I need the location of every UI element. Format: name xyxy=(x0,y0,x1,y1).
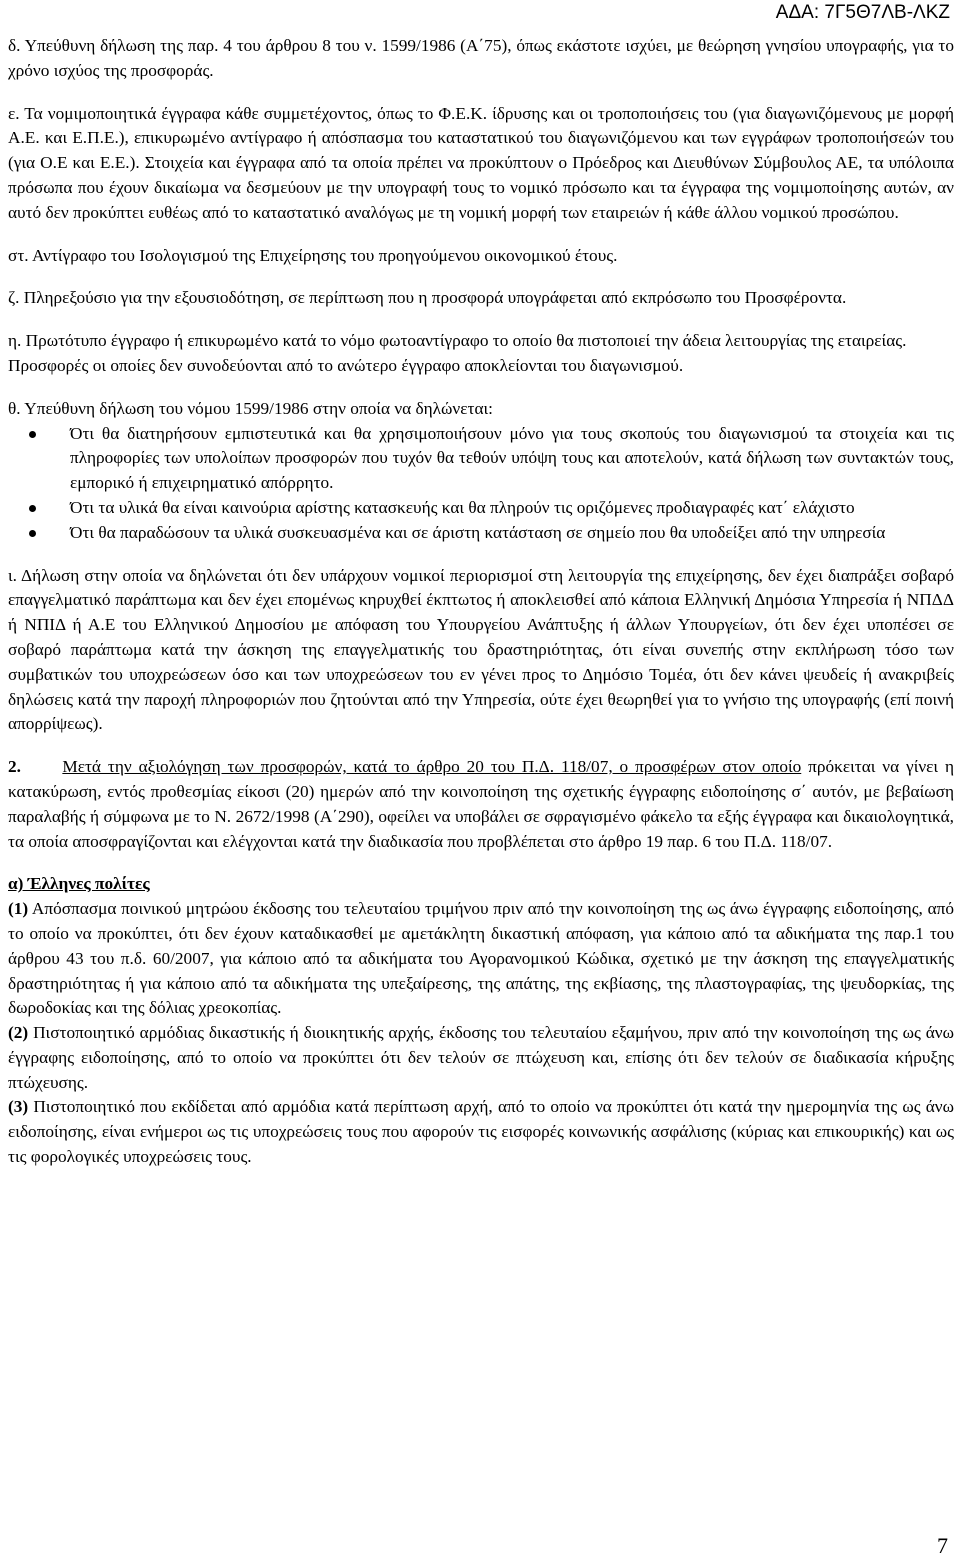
paragraph-e: ε. Τα νομιμοποιητικά έγγραφα κάθε συμμετέχοντος, όπως το Φ.Ε.Κ. ίδρυσης και οι τροποποιήσεις του (για διαγωνιζόμενους με μορφή Α.Ε. και Ε.Π.Ε.), επικυρωμένο αντίγραφο ή απόσπασμα του καταστατικού του διαγωνιζόμενου και των εγγράφων τροποποιήσεών του (για Ο.Ε και Ε.Ε.). Στοιχεία και έγγραφα από τα οποία πρέπει να προκύπτουν ο Πρόεδρος και Διευθύνων Σύμβουλος ΑΕ, τα υπόλοιπα πρόσωπα που έχουν δικαίωμα να δεσμεύουν με την υπογραφή τους το νομικό πρόσωπο και τα έγγραφα της νομιμοποίησης αυτών, αν αυτό δεν προκύπτει ευθέως από το καταστατικό αναλόγως με τη νομική μορφή των εταιρειών ή κάθε άλλου νομικού προσώπου. xyxy=(8,103,954,222)
item-1-text: Απόσπασμα ποινικού μητρώου έκδοσης του τελευταίου τριμήνου πριν από την κοινοποίηση της ως άνω έγγραφης ειδοποίησης, από το οποίο να προκύπτει, ότι δεν έχουν καταδικασθεί με αμετάκλητη δικαστική απόφαση, για κάποιο από τα αδικήματα της παρ.1 του άρθρου 43 του π.δ. 60/2007, για κάποιο από τα αδικήματα του Αγορανομικού Κώδικα, σχετικό με την άσκηση της επαγγελματικής δραστηριότητας ή για κάποιο από τα αδικήματα της υπεξαίρεσης, της απάτης, της εκβίασης, της πλαστογραφίας, της ψευδορκίας, της δωροδοκίας και της δόλιας χρεοκοπίας. xyxy=(8,899,954,1018)
bullet-icon xyxy=(29,530,36,537)
section-2-text: πρόκειται να γίνει η κατακύρωση, εντός προθεσμίας είκοσι (20) ημερών από την κοινοποίηση της σχετικής έγγραφης ειδοποίησης σ΄ αυτόν, με βεβαίωση παραλαβής ή σύμφωνα με το Ν. 2672/1998 (Α΄290), οφείλει να υποβάλει σε σφραγισμένο φάκελο τα εξής έγγραφα και δικαιολογητικά, τα οποία αποσφραγίζονται και ελέγχονται κατά την διαδικασία που προβλέπεται στο άρθρο 19 παρ. 6 του Π.Δ. 118/07. xyxy=(8,757,954,851)
section-2 xyxy=(8,755,954,854)
item-1-number: (1) xyxy=(8,899,29,919)
paragraph-h-note: Προσφορές οι οποίες δεν συνοδεύονται από το ανώτερο έγγραφο αποκλείονται του διαγωνισμού. xyxy=(8,355,684,375)
list-item xyxy=(8,422,954,496)
subsection-a-heading xyxy=(8,872,954,897)
bullet-icon xyxy=(29,505,36,512)
item-2 xyxy=(8,1021,954,1095)
document-code: ΑΔΑ: 7Γ5Θ7ΛΒ-ΛΚΖ xyxy=(775,2,950,23)
item-2-number: (2) xyxy=(8,1023,29,1043)
paragraph-st: στ. Αντίγραφο του Ισολογισμού της Επιχείρησης του προηγούμενου οικονομικού έτους. xyxy=(8,245,618,265)
list-item xyxy=(8,496,954,521)
bullet-list xyxy=(8,422,954,546)
paragraph-th: θ. Υπεύθυνη δήλωση του νόμου 1599/1986 στην οποία να δηλώνεται: xyxy=(8,398,493,418)
list-item-text: Ότι τα υλικά θα είναι καινούρια αρίστης κατασκευής και θα πληρούν τις οριζόμενες προδιαγραφές κατ΄ ελάχιστο xyxy=(70,497,855,517)
item-1 xyxy=(8,897,954,1021)
page-number: 7 xyxy=(937,1533,948,1558)
list-item-text: Ότι θα παραδώσουν τα υλικά συσκευασμένα και σε άριστη κατάσταση σε σημείο που θα υποδείξει από την υπηρεσία xyxy=(70,522,886,542)
item-3-number: (3) xyxy=(8,1097,29,1117)
paragraph-d: δ. Υπεύθυνη δήλωση της παρ. 4 του άρθρου 8 του ν. 1599/1986 (Α΄75), όπως εκάστοτε ισχύει, με θεώρηση γνησίου υπογραφής, για το χρόνο ισχύος της προσφοράς. xyxy=(8,36,954,80)
item-3-text: Πιστοποιητικό που εκδίδεται από αρμόδια κατά περίπτωση αρχή, από το οποίο να προκύπτει ότι κατά την ημερομηνία της ως άνω ειδοποίησης, είναι ενήμεροι ως τις υποχρεώσεις τους που αφορούν τις εισφορές κοινωνικής ασφάλισης (κύριας και επικουρικής) και ως τις φορολογικές υποχρεώσεις τους. xyxy=(8,1097,954,1167)
list-item-text: Ότι θα διατηρήσουν εμπιστευτικά και θα χρησιμοποιήσουν μόνο για τους σκοπούς του διαγωνισμού τα στοιχεία και τις πληροφορίες των υπολοίπων προσφορών που τυχόν θα τεθούν υπόψη τους και αποτελούν, κατά δήλωση των συντακτών τους, εμπορικό ή επιχειρηματικό απόρρητο. xyxy=(70,423,954,493)
bullet-icon xyxy=(29,431,36,438)
paragraph-z: ζ. Πληρεξούσιο για την εξουσιοδότηση, σε περίπτωση που η προσφορά υπογράφεται από εκπρόσωπο του Προσφέροντα. xyxy=(8,288,847,308)
section-2-number: 2. xyxy=(8,757,21,777)
paragraph-i: ι. Δήλωση στην οποία να δηλώνεται ότι δεν υπάρχουν νομικοί περιορισμοί στη λειτουργία της επιχείρησης, δεν έχει διαπράξει σοβαρό επαγγελματικό παράπτωμα και δεν έχει επομένως κηρυχθεί έκπτωτος ή αποκλεισθεί από κάποια Ελληνική Δημόσια Υπηρεσία ή ΝΠΔΔ ή ΝΠΙΔ ή Α.Ε του Ελληνικού Δημοσίου με απόφαση του Υπουργείου Ανάπτυξης ή άλλων Υπουργείων, ότι δεν έχει υποπέσει σε σοβαρό παράπτωμα κατά την άσκηση της επαγγελματικής του δραστηριότητας, ότι είναι συνεπής στην εκπλήρωση τόσο των συμβατικών του υποχρεώσεων όσο και των υποχρεώσεων του εν γένει προς το Δημόσιο Τομέα, ότι δεν κάνει ψευδείς ή ανακριβείς δηλώσεις κατά την παροχή πληροφοριών που ζητούνται από την Υπηρεσία, ούτε έχει θεωρηθεί για το γνήσιο της υπογραφής (επί ποινή απορρίψεως). xyxy=(8,565,954,734)
section-2-underlined-text: Μετά την αξιολόγηση των προσφορών, κατά το άρθρο 20 του Π.Δ. 118/07, ο προσφέρων στον οποίο xyxy=(62,757,802,777)
subsection-a-title: α) Έλληνες πολίτες xyxy=(8,874,150,894)
item-3 xyxy=(8,1095,954,1169)
document-body xyxy=(8,34,954,1170)
list-item xyxy=(8,521,954,546)
paragraph-h: η. Πρωτότυπο έγγραφο ή επικυρωμένο κατά το νόμο φωτοαντίγραφο το οποίο θα πιστοποιεί την άδεια λειτουργίας της εταιρείας. xyxy=(8,331,907,351)
item-2-text: Πιστοποιητικό αρμόδιας δικαστικής ή διοικητικής αρχής, έκδοσης του τελευταίου εξαμήνου, πριν από την κοινοποίηση της ως άνω έγγραφης ειδοποίησης, από το οποίο να προκύπτει ότι δεν τελούν σε πτώχευση και, επίσης ότι δεν τελούν σε διαδικασία κήρυξης πτώχευσης. xyxy=(8,1023,954,1092)
